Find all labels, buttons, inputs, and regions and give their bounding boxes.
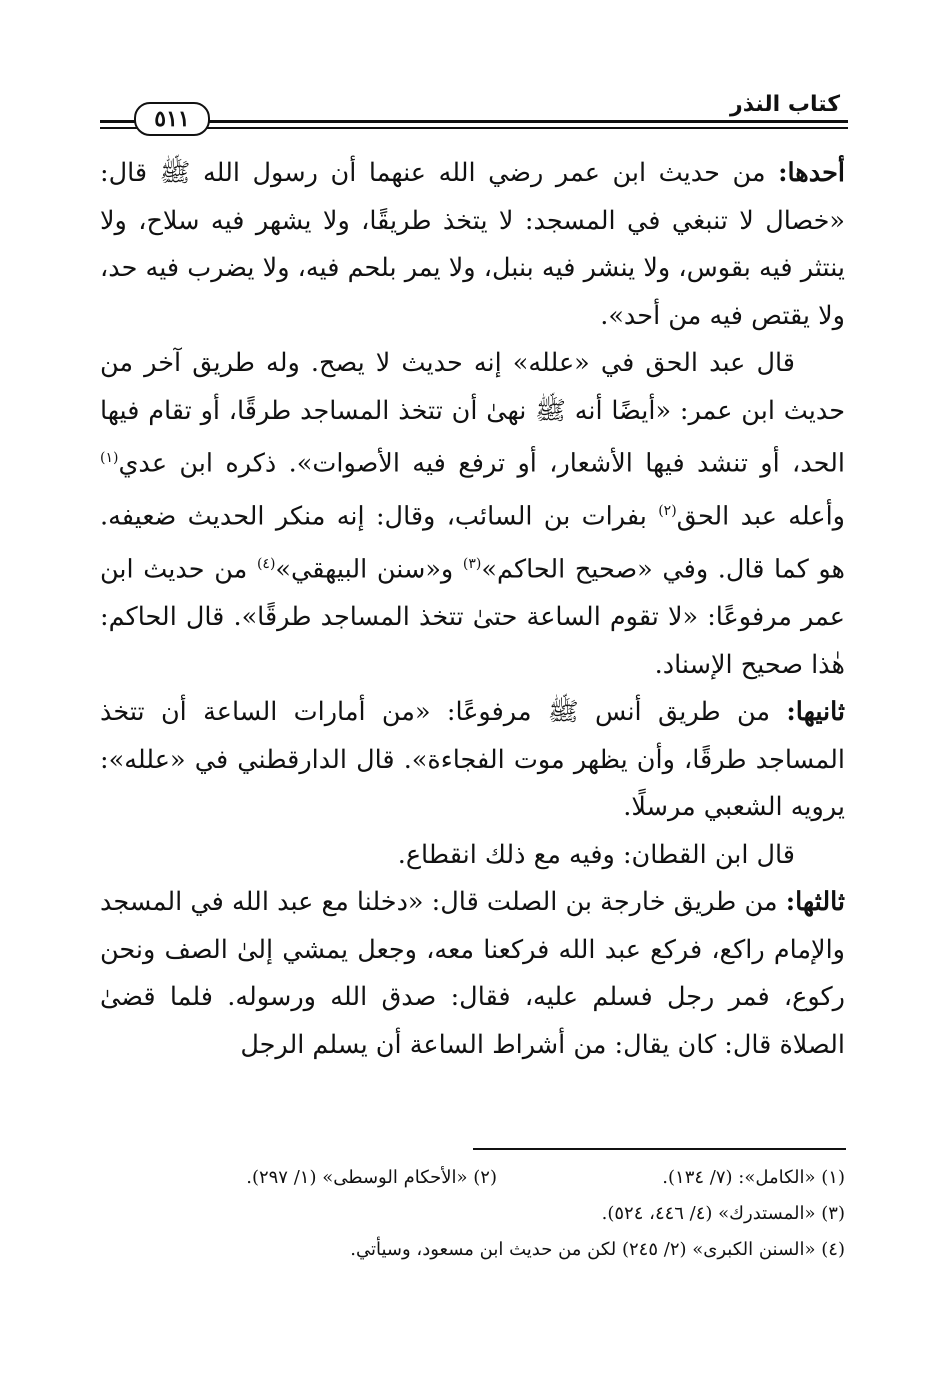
footnotes xyxy=(100,1160,845,1268)
footnote-ref-1[interactable]: (١) xyxy=(100,450,119,466)
paragraph-text: من حديث ابن عمر مرفوعًا: «لا تقوم الساعة حتىٰ تتخذ المساجد طرقًا». قال الحاكم: هٰذا صحيح الإسناد. xyxy=(100,554,845,680)
paragraph-lead: ثالثها: xyxy=(785,887,845,917)
footnote-ref-2[interactable]: (٢) xyxy=(658,503,677,519)
paragraph-2 xyxy=(100,340,845,689)
paragraph-text: من طريق أنس ﷺ مرفوعًا: «من أمارات الساعة أن تتخذ المساجد طرقًا، وأن يظهر موت الفجاءة». قال الدارقطني في «علله»: يرويه الشعبي مرسلًا. xyxy=(100,697,845,822)
paragraph-1 xyxy=(100,150,845,340)
paragraph-text: و«سنن البيهقي» xyxy=(275,554,463,585)
footnote-3: (٣) «المستدرك» (٤/ ٤٤٦، ٥٢٤). xyxy=(601,1203,845,1224)
footnote-ref-4[interactable]: (٤) xyxy=(256,556,276,572)
page-number: ٥١١ xyxy=(134,102,210,136)
footnote-4: (٤) «السنن الكبرى» (٢/ ٢٤٥) لكن من حديث ابن مسعود، وسيأتي. xyxy=(350,1239,845,1260)
paragraph-4 xyxy=(100,832,845,880)
paragraph-text: قال عبد الحق في «علله» إنه حديث لا يصح. وله طريق آخر من حديث ابن عمر: «أيضًا أنه ﷺ نهىٰ أن تتخذ المساجد طرقًا، أو تقام فيها الحد، أو تنشد فيها الأشعار، أو ترفع فيه الأصوات». ذكره ابن عدي xyxy=(100,348,845,479)
footnote-row xyxy=(100,1160,845,1196)
paragraph-lead: أحدها: xyxy=(778,158,845,188)
running-title: كتاب النذر xyxy=(730,92,840,117)
header-rule-thin xyxy=(100,127,848,129)
page-header xyxy=(100,92,848,136)
footnote-2: (٢) «الأحكام الوسطى» (١/ ٢٩٧). xyxy=(246,1167,497,1188)
paragraph-text: بفرات بن السائب، وقال: إنه منكر الحديث ضعيفه. هو كما قال. وفي «صحيح الحاكم» xyxy=(100,501,845,585)
paragraph-text: من طريق خارجة بن الصلت قال: «دخلنا مع عبد الله في المسجد والإمام راكع، فركع عبد الله فركعنا معه، وجعل يمشي إلىٰ الصف ونحن ركوع، فمر رجل فسلم عليه، فقال: صدق الله ورسوله. فلما قضىٰ الصلاة قال: كان يقال: من أشراط الساعة أن يسلم الرجل xyxy=(100,887,845,1060)
paragraph-text: من حديث ابن عمر رضي الله عنهما أن رسول الله ﷺ قال: «خصال لا تنبغي في المسجد: لا يتخذ طريقًا، ولا يشهر فيه سلاح، ولا ينتثر فيه بقوس، ولا ينشر فيه بنبل، ولا يمر بلحم فيه، ولا يضرب فيه حد، ولا يقتص فيه من أحد». xyxy=(100,158,845,331)
header-rule xyxy=(100,120,848,123)
paragraph-5 xyxy=(100,879,845,1069)
paragraph-text: قال ابن القطان: وفيه مع ذلك انقطاع. xyxy=(397,839,795,870)
main-text xyxy=(100,150,845,1069)
paragraph-lead: ثانيها: xyxy=(786,697,845,727)
footnote-separator xyxy=(473,1148,846,1150)
paragraph-text: وأعله عبد الحق xyxy=(676,501,845,532)
footnote-ref-3[interactable]: (٣) xyxy=(462,556,482,572)
footnote-1: (١) «الكامل»: (٧/ ١٣٤). xyxy=(662,1167,845,1188)
paragraph-3 xyxy=(100,689,845,832)
